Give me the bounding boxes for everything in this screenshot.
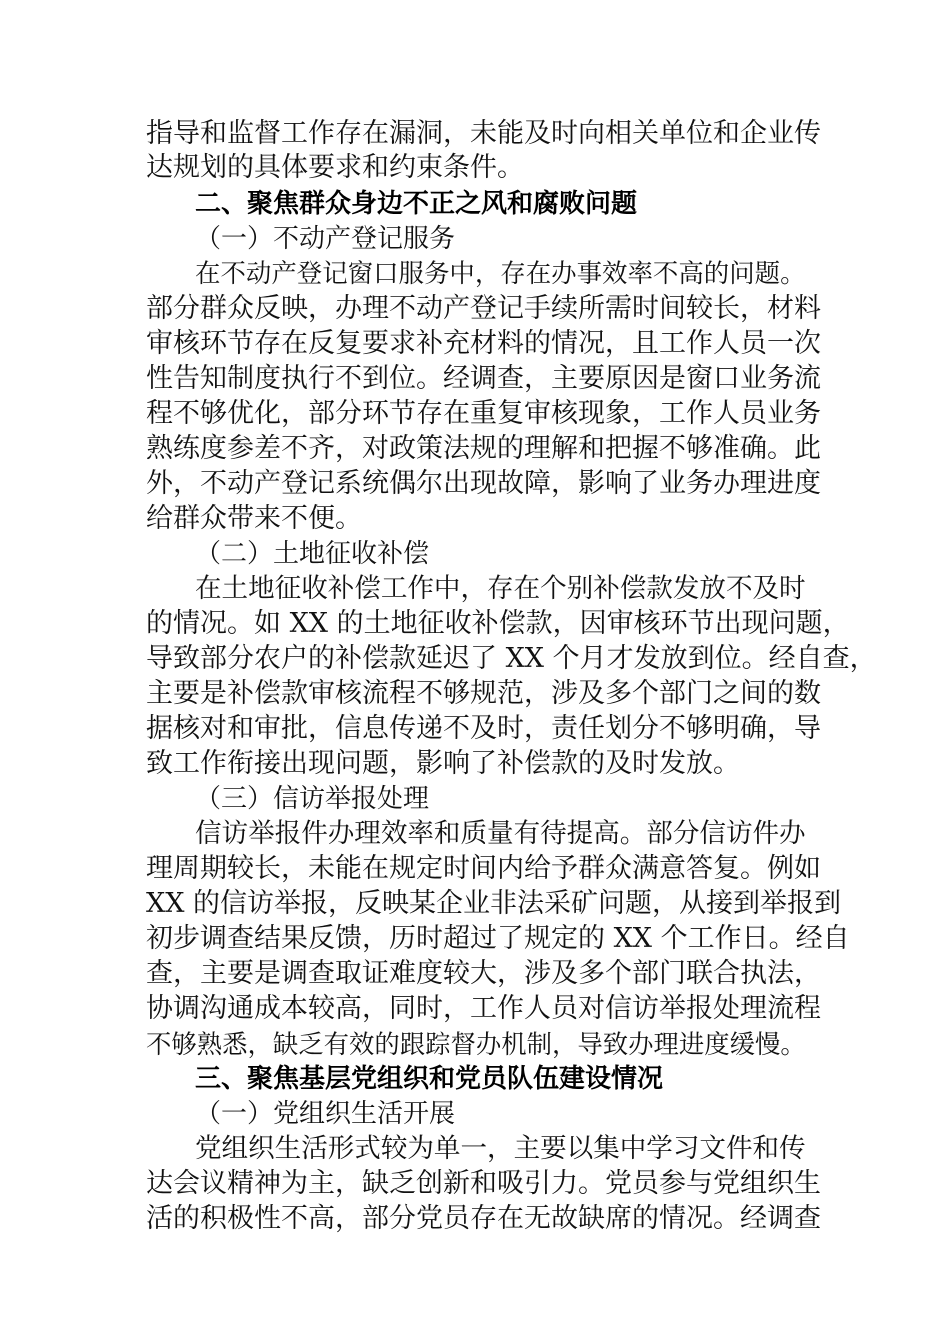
text-line: 导致部分农户的补偿款延迟了 XX 个月才发放到位。经自查， <box>146 643 877 674</box>
subsection-heading: （二）土地征收补偿 <box>195 539 430 569</box>
text-line: 据核对和审批，信息传递不及时，责任划分不够明确，导 <box>146 713 821 744</box>
text-line: 审核环节存在反复要求补充材料的情况，且工作人员一次 <box>146 328 821 359</box>
text-line: 部分群众反映，办理不动产登记手续所需时间较长，材料 <box>146 293 821 324</box>
text-line: 熟练度参差不齐，对政策法规的理解和把握不够准确。此 <box>146 433 821 464</box>
text-line: 外，不动产登记系统偶尔出现故障，影响了业务办理进度 <box>146 468 821 499</box>
text-line: 信访举报件办理效率和质量有待提高。部分信访件办 <box>195 818 806 849</box>
text-line: 协调沟通成本较高，同时，工作人员对信访举报处理流程 <box>146 993 821 1024</box>
text-line: 主要是补偿款审核流程不够规范，涉及多个部门之间的数 <box>146 678 821 709</box>
text-line: 初步调查结果反馈，历时超过了规定的 XX 个工作日。经自 <box>146 923 850 954</box>
subsection-heading: （一）不动产登记服务 <box>195 224 456 254</box>
text-line: 不够熟悉，缺乏有效的跟踪督办机制，导致办理进度缓慢。 <box>146 1029 806 1059</box>
section-heading: 三、聚焦基层党组织和党员队伍建设情况 <box>195 1064 664 1094</box>
text-line: 在不动产登记窗口服务中，存在办事效率不高的问题。 <box>195 259 806 289</box>
subsection-heading: （三）信访举报处理 <box>195 784 430 814</box>
subsection-heading: （一）党组织生活开展 <box>195 1099 456 1129</box>
text-line: 致工作衔接出现问题，影响了补偿款的及时发放。 <box>146 748 740 779</box>
text-line: 性告知制度执行不到位。经调查，主要原因是窗口业务流 <box>146 363 821 394</box>
text-line: 活的积极性不高，部分党员存在无故缺席的情况。经调查 <box>146 1203 821 1234</box>
text-line: XX 的信访举报，反映某企业非法采矿问题，从接到举报到 <box>146 888 842 919</box>
text-line: 程不够优化，部分环节存在重复审核现象，工作人员业务 <box>146 398 821 429</box>
text-line: 指导和监督工作存在漏洞，未能及时向相关单位和企业传 <box>146 118 821 149</box>
text-line: 查，主要是调查取证难度较大，涉及多个部门联合执法， <box>146 958 821 989</box>
text-line: 给群众带来不便。 <box>146 503 362 534</box>
text-line: 党组织生活形式较为单一，主要以集中学习文件和传 <box>195 1133 806 1164</box>
text-line: 达会议精神为主，缺乏创新和吸引力。党员参与党组织生 <box>146 1168 821 1199</box>
text-line: 理周期较长，未能在规定时间内给予群众满意答复。例如 <box>146 853 821 884</box>
text-line: 的情况。如 XX 的土地征收补偿款，因审核环节出现问题， <box>146 608 850 639</box>
section-heading: 二、聚焦群众身边不正之风和腐败问题 <box>195 189 638 219</box>
text-line: 在土地征收补偿工作中，存在个别补偿款发放不及时 <box>195 573 806 604</box>
text-line: 达规划的具体要求和约束条件。 <box>146 152 524 183</box>
